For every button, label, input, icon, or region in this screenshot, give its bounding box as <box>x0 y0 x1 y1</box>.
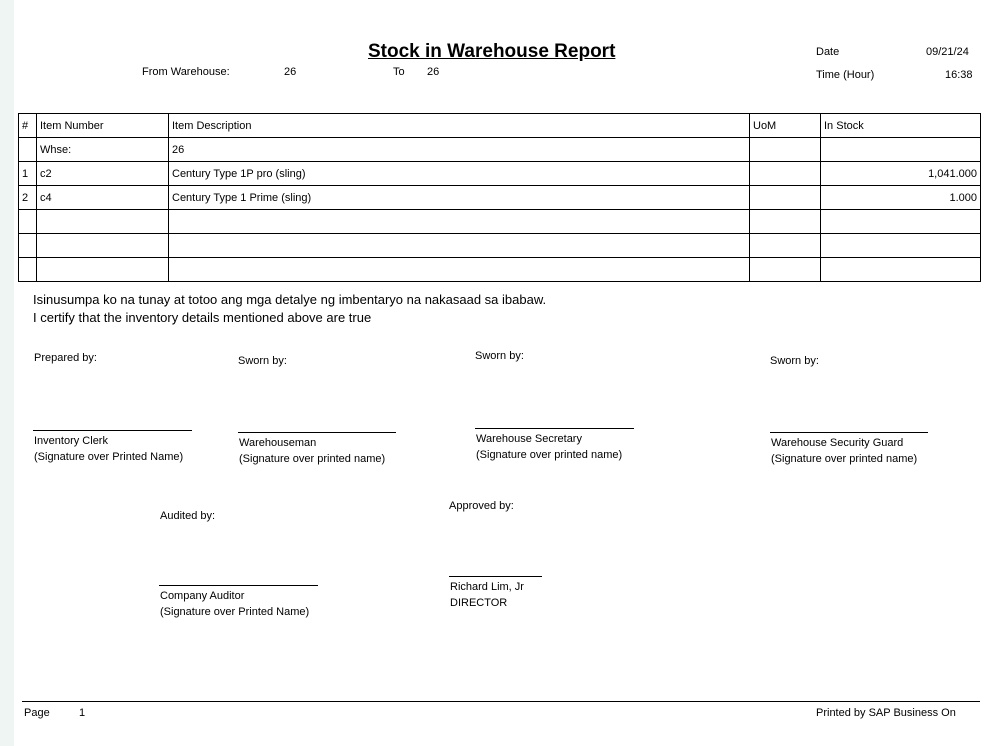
table-header-row <box>19 114 981 138</box>
table-cell <box>821 210 981 234</box>
time-value: 16:38 <box>945 69 973 81</box>
table-cell <box>750 138 821 162</box>
item-description: Century Type 1 Prime (sling) <box>169 186 750 210</box>
whse-label: Whse: <box>37 138 169 162</box>
auditor-note: (Signature over Printed Name) <box>160 606 310 618</box>
table-cell <box>37 210 169 234</box>
director-signature-line <box>449 576 542 577</box>
sworn-by-label-2: Sworn by: <box>475 350 524 362</box>
column-header: Item Number <box>37 114 169 138</box>
table-cell <box>19 234 37 258</box>
secretary-role: Warehouse Secretary <box>476 433 582 445</box>
empty-row <box>19 210 981 234</box>
certification-line-english: I certify that the inventory details mentioned above are true <box>33 310 372 325</box>
approved-by-label: Approved by: <box>449 500 514 512</box>
page-label: Page <box>24 707 50 719</box>
report-title: Stock in Warehouse Report <box>368 41 616 62</box>
prepared-by-label: Prepared by: <box>34 352 97 364</box>
sworn-by-label-1: Sworn by: <box>238 355 287 367</box>
item-in-stock: 1.000 <box>821 186 981 210</box>
table-cell <box>169 258 750 282</box>
empty-row <box>19 234 981 258</box>
secretary-signature-line <box>475 428 634 429</box>
table-cell <box>169 210 750 234</box>
warehouseman-note: (Signature over printed name) <box>239 453 386 465</box>
item-in-stock: 1,041.000 <box>821 162 981 186</box>
column-header: Item Description <box>169 114 750 138</box>
page-number: 1 <box>79 707 86 719</box>
footer-divider <box>22 701 980 702</box>
table-cell <box>19 258 37 282</box>
auditor-signature-line <box>159 585 318 586</box>
prepared-note: (Signature over Printed Name) <box>34 451 184 463</box>
from-warehouse-label: From Warehouse: <box>142 66 230 78</box>
security-guard-role: Warehouse Security Guard <box>771 437 904 449</box>
certification-line-tagalog: Isinusumpa ko na tunay at totoo ang mga detalye ng imbentaryo na nakasaad sa ibabaw. <box>33 292 547 307</box>
security-guard-signature-line <box>770 432 928 433</box>
director-title: DIRECTOR <box>450 597 508 609</box>
table-cell <box>821 138 981 162</box>
table-cell <box>821 234 981 258</box>
date-value: 09/21/24 <box>926 46 969 58</box>
director-name: Richard Lim, Jr <box>450 581 524 593</box>
security-guard-note: (Signature over printed name) <box>771 453 918 465</box>
audited-by-label: Audited by: <box>160 510 216 522</box>
time-label: Time (Hour) <box>816 69 875 81</box>
to-warehouse-value: 26 <box>427 66 440 78</box>
secretary-note: (Signature over printed name) <box>476 449 623 461</box>
table-cell <box>750 210 821 234</box>
table-cell <box>19 138 37 162</box>
table-row <box>19 186 981 210</box>
item-number: c2 <box>37 162 169 186</box>
table-cell <box>19 210 37 234</box>
column-header: In Stock <box>821 114 981 138</box>
to-warehouse-label: To <box>393 66 405 78</box>
warehouseman-role: Warehouseman <box>239 437 317 449</box>
table-cell <box>821 258 981 282</box>
table-cell <box>750 258 821 282</box>
date-label: Date <box>816 46 840 58</box>
item-description: Century Type 1P pro (sling) <box>169 162 750 186</box>
row-number: 2 <box>19 186 37 210</box>
table-cell <box>750 234 821 258</box>
table-cell <box>37 258 169 282</box>
table-cell <box>169 234 750 258</box>
whse-row <box>19 138 981 162</box>
item-uom <box>750 186 821 210</box>
table-row <box>19 162 981 186</box>
prepared-signature-line <box>33 430 192 431</box>
sworn-by-label-3: Sworn by: <box>770 355 819 367</box>
column-header: # <box>19 114 37 138</box>
printed-by: Printed by SAP Business On <box>816 707 956 719</box>
warehouseman-signature-line <box>238 432 396 433</box>
item-number: c4 <box>37 186 169 210</box>
prepared-role: Inventory Clerk <box>34 435 108 447</box>
column-header: UoM <box>750 114 821 138</box>
empty-row <box>19 258 981 282</box>
row-number: 1 <box>19 162 37 186</box>
whse-value: 26 <box>169 138 750 162</box>
auditor-role: Company Auditor <box>160 590 245 602</box>
from-warehouse-value: 26 <box>284 66 297 78</box>
item-uom <box>750 162 821 186</box>
table-cell <box>37 234 169 258</box>
stock-table <box>18 113 981 282</box>
report-page <box>14 0 1008 746</box>
